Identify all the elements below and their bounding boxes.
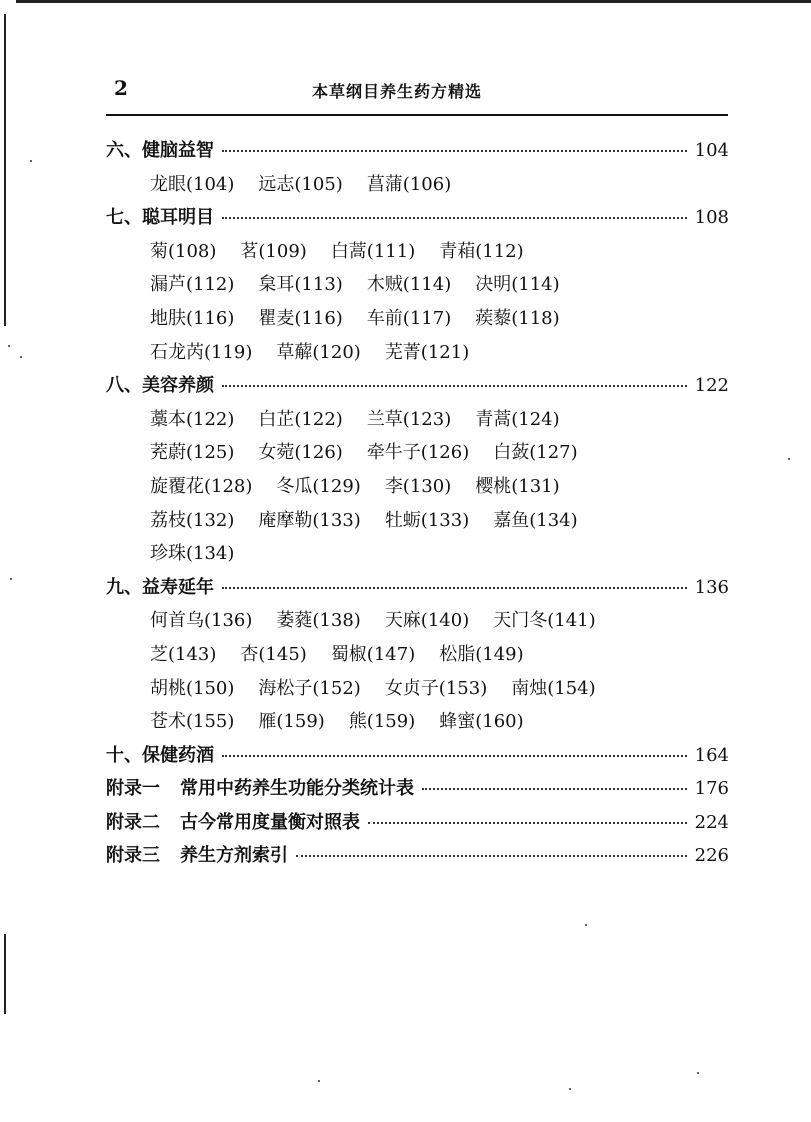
- herb-entry[interactable]: 天门冬(141): [493, 610, 596, 632]
- herb-entry[interactable]: 龙眼(104): [150, 173, 235, 195]
- herb-entry[interactable]: 熊(159): [348, 711, 416, 733]
- toc-page-number: 224: [694, 811, 729, 833]
- scan-speck: [585, 924, 587, 926]
- scan-speck: [569, 1088, 571, 1090]
- scan-speck: [318, 1080, 320, 1082]
- herb-entry[interactable]: 女菀(126): [258, 442, 343, 464]
- herb-entry[interactable]: 何首乌(136): [150, 610, 253, 632]
- herb-entry[interactable]: 蒺藜(118): [475, 307, 560, 329]
- toc-item-line: [106, 707, 729, 741]
- herb-entry[interactable]: 藁本(122): [150, 408, 235, 430]
- dot-leader: [222, 755, 687, 757]
- toc-section-title: 十、保健药酒: [106, 744, 214, 766]
- herb-entry[interactable]: 苍术(155): [150, 711, 235, 733]
- herb-entry[interactable]: 芝(143): [150, 643, 217, 665]
- herb-entry[interactable]: 茗(109): [240, 240, 307, 262]
- herb-entry[interactable]: 茺蔚(125): [150, 442, 235, 464]
- herb-entry[interactable]: 青葙(112): [439, 240, 524, 262]
- scan-speck: [30, 160, 32, 162]
- appendix-title: 常用中药养生功能分类统计表: [180, 778, 414, 800]
- herb-entry[interactable]: 嘉鱼(134): [493, 509, 578, 531]
- toc-section-entry[interactable]: [106, 371, 729, 405]
- herb-entry[interactable]: 蜂蜜(160): [439, 711, 524, 733]
- toc-page-number: 176: [694, 778, 729, 800]
- herb-entry[interactable]: 青蒿(124): [475, 408, 560, 430]
- scan-speck: [8, 345, 10, 347]
- toc-item-line: [106, 270, 729, 304]
- herb-entry[interactable]: 木贼(114): [366, 274, 452, 296]
- toc-page-number: 104: [694, 140, 729, 161]
- toc-appendix-entry[interactable]: [106, 841, 729, 875]
- appendix-title: 养生方剂索引: [180, 845, 288, 867]
- toc-section-title: 七、聪耳明目: [106, 207, 214, 229]
- herb-entry[interactable]: 珍珠(134): [150, 543, 235, 565]
- toc-item-line: [106, 539, 729, 573]
- appendix-label: 附录三: [106, 845, 160, 867]
- header-rule: [106, 114, 728, 116]
- toc-page-number: 164: [694, 744, 729, 766]
- dot-leader: [222, 385, 687, 387]
- herb-entry[interactable]: 旋覆花(128): [150, 475, 253, 497]
- herb-entry[interactable]: 牡蛎(133): [384, 509, 470, 531]
- herb-entry[interactable]: 枲耳(113): [258, 274, 343, 296]
- toc-appendix-entry[interactable]: [106, 774, 729, 808]
- page-number: 2: [114, 76, 128, 100]
- herb-entry[interactable]: 菊(108): [150, 240, 217, 262]
- appendix-title: 古今常用度量衡对照表: [180, 811, 360, 833]
- toc-page-number: 136: [694, 576, 729, 598]
- toc-item-line: [106, 506, 729, 540]
- herb-entry[interactable]: 白芷(122): [258, 408, 343, 430]
- herb-entry[interactable]: 兰草(123): [366, 408, 452, 430]
- herb-entry[interactable]: 车前(117): [366, 307, 452, 329]
- table-of-contents: [106, 136, 729, 875]
- herb-entry[interactable]: 远志(105): [258, 173, 343, 195]
- herb-entry[interactable]: 白蒿(111): [330, 240, 416, 262]
- dot-leader: [222, 150, 687, 152]
- dot-leader: [296, 855, 687, 857]
- scan-left-border: [4, 14, 6, 326]
- toc-section-entry[interactable]: [106, 203, 729, 237]
- dot-leader: [368, 822, 687, 824]
- herb-entry[interactable]: 决明(114): [475, 274, 560, 296]
- herb-entry[interactable]: 石龙芮(119): [150, 341, 253, 363]
- herb-entry[interactable]: 草薢(120): [276, 341, 361, 363]
- toc-section-entry[interactable]: [106, 741, 729, 775]
- herb-entry[interactable]: 海松子(152): [258, 677, 361, 699]
- toc-item-line: [106, 237, 729, 271]
- herb-entry[interactable]: 荔枝(132): [150, 509, 235, 531]
- herb-entry[interactable]: 庵摩勒(133): [258, 509, 361, 531]
- herb-entry[interactable]: 樱桃(131): [475, 475, 560, 497]
- herb-entry[interactable]: 雁(159): [258, 711, 325, 733]
- toc-page-number: 108: [694, 207, 729, 229]
- scan-top-border: [16, 0, 811, 3]
- toc-item-line: [106, 405, 729, 439]
- herb-entry[interactable]: 牵牛子(126): [366, 442, 470, 464]
- dot-leader: [422, 788, 687, 790]
- toc-item-line: [106, 606, 729, 640]
- herb-entry[interactable]: 萎蕤(138): [276, 610, 361, 632]
- toc-section-title: 九、益寿延年: [106, 576, 214, 598]
- herb-entry[interactable]: 天麻(140): [384, 610, 470, 632]
- toc-item-line: [106, 438, 729, 472]
- toc-item-line: [106, 304, 729, 338]
- running-title: 本草纲目养生药方精选: [312, 82, 483, 101]
- herb-entry[interactable]: 蜀椒(147): [330, 643, 416, 665]
- scan-speck: [20, 356, 22, 358]
- toc-page-number: 122: [694, 375, 729, 397]
- herb-entry[interactable]: 李(130): [384, 475, 452, 497]
- appendix-label: 附录二: [106, 811, 160, 833]
- herb-entry[interactable]: 瞿麦(116): [258, 307, 343, 329]
- toc-item-line: [106, 674, 729, 708]
- herb-entry[interactable]: 松脂(149): [439, 643, 524, 665]
- toc-appendix-entry[interactable]: [106, 808, 729, 842]
- toc-page-number: 226: [694, 845, 729, 867]
- herb-entry[interactable]: 漏芦(112): [150, 274, 235, 296]
- dot-leader: [222, 587, 687, 589]
- scan-speck: [788, 458, 790, 460]
- herb-entry[interactable]: 杏(145): [240, 643, 307, 665]
- toc-section-title: 八、美容养颜: [106, 375, 214, 397]
- herb-entry[interactable]: 冬瓜(129): [276, 475, 361, 497]
- herb-entry[interactable]: 胡桃(150): [150, 677, 235, 699]
- toc-section-title: 六、健脑益智: [106, 140, 214, 161]
- dot-leader: [222, 217, 687, 219]
- herb-entry[interactable]: 地肤(116): [150, 307, 235, 329]
- toc-section-entry[interactable]: [106, 573, 729, 607]
- toc-item-line: [106, 640, 729, 674]
- herb-entry[interactable]: 菖蒲(106): [366, 173, 452, 195]
- scan-left-border-lower: [4, 934, 6, 1014]
- toc-item-line: [106, 170, 729, 204]
- toc-item-line: [106, 338, 729, 372]
- toc-item-line: [106, 472, 729, 506]
- toc-section-entry[interactable]: [106, 136, 729, 170]
- appendix-label: 附录一: [106, 778, 160, 800]
- scan-speck: [697, 1072, 699, 1074]
- herb-entry[interactable]: 白蔹(127): [493, 442, 578, 464]
- herb-entry[interactable]: 女贞子(153): [384, 677, 488, 699]
- scan-speck: [10, 578, 12, 580]
- herb-entry[interactable]: 南烛(154): [511, 677, 596, 699]
- herb-entry[interactable]: 芜菁(121): [384, 341, 470, 363]
